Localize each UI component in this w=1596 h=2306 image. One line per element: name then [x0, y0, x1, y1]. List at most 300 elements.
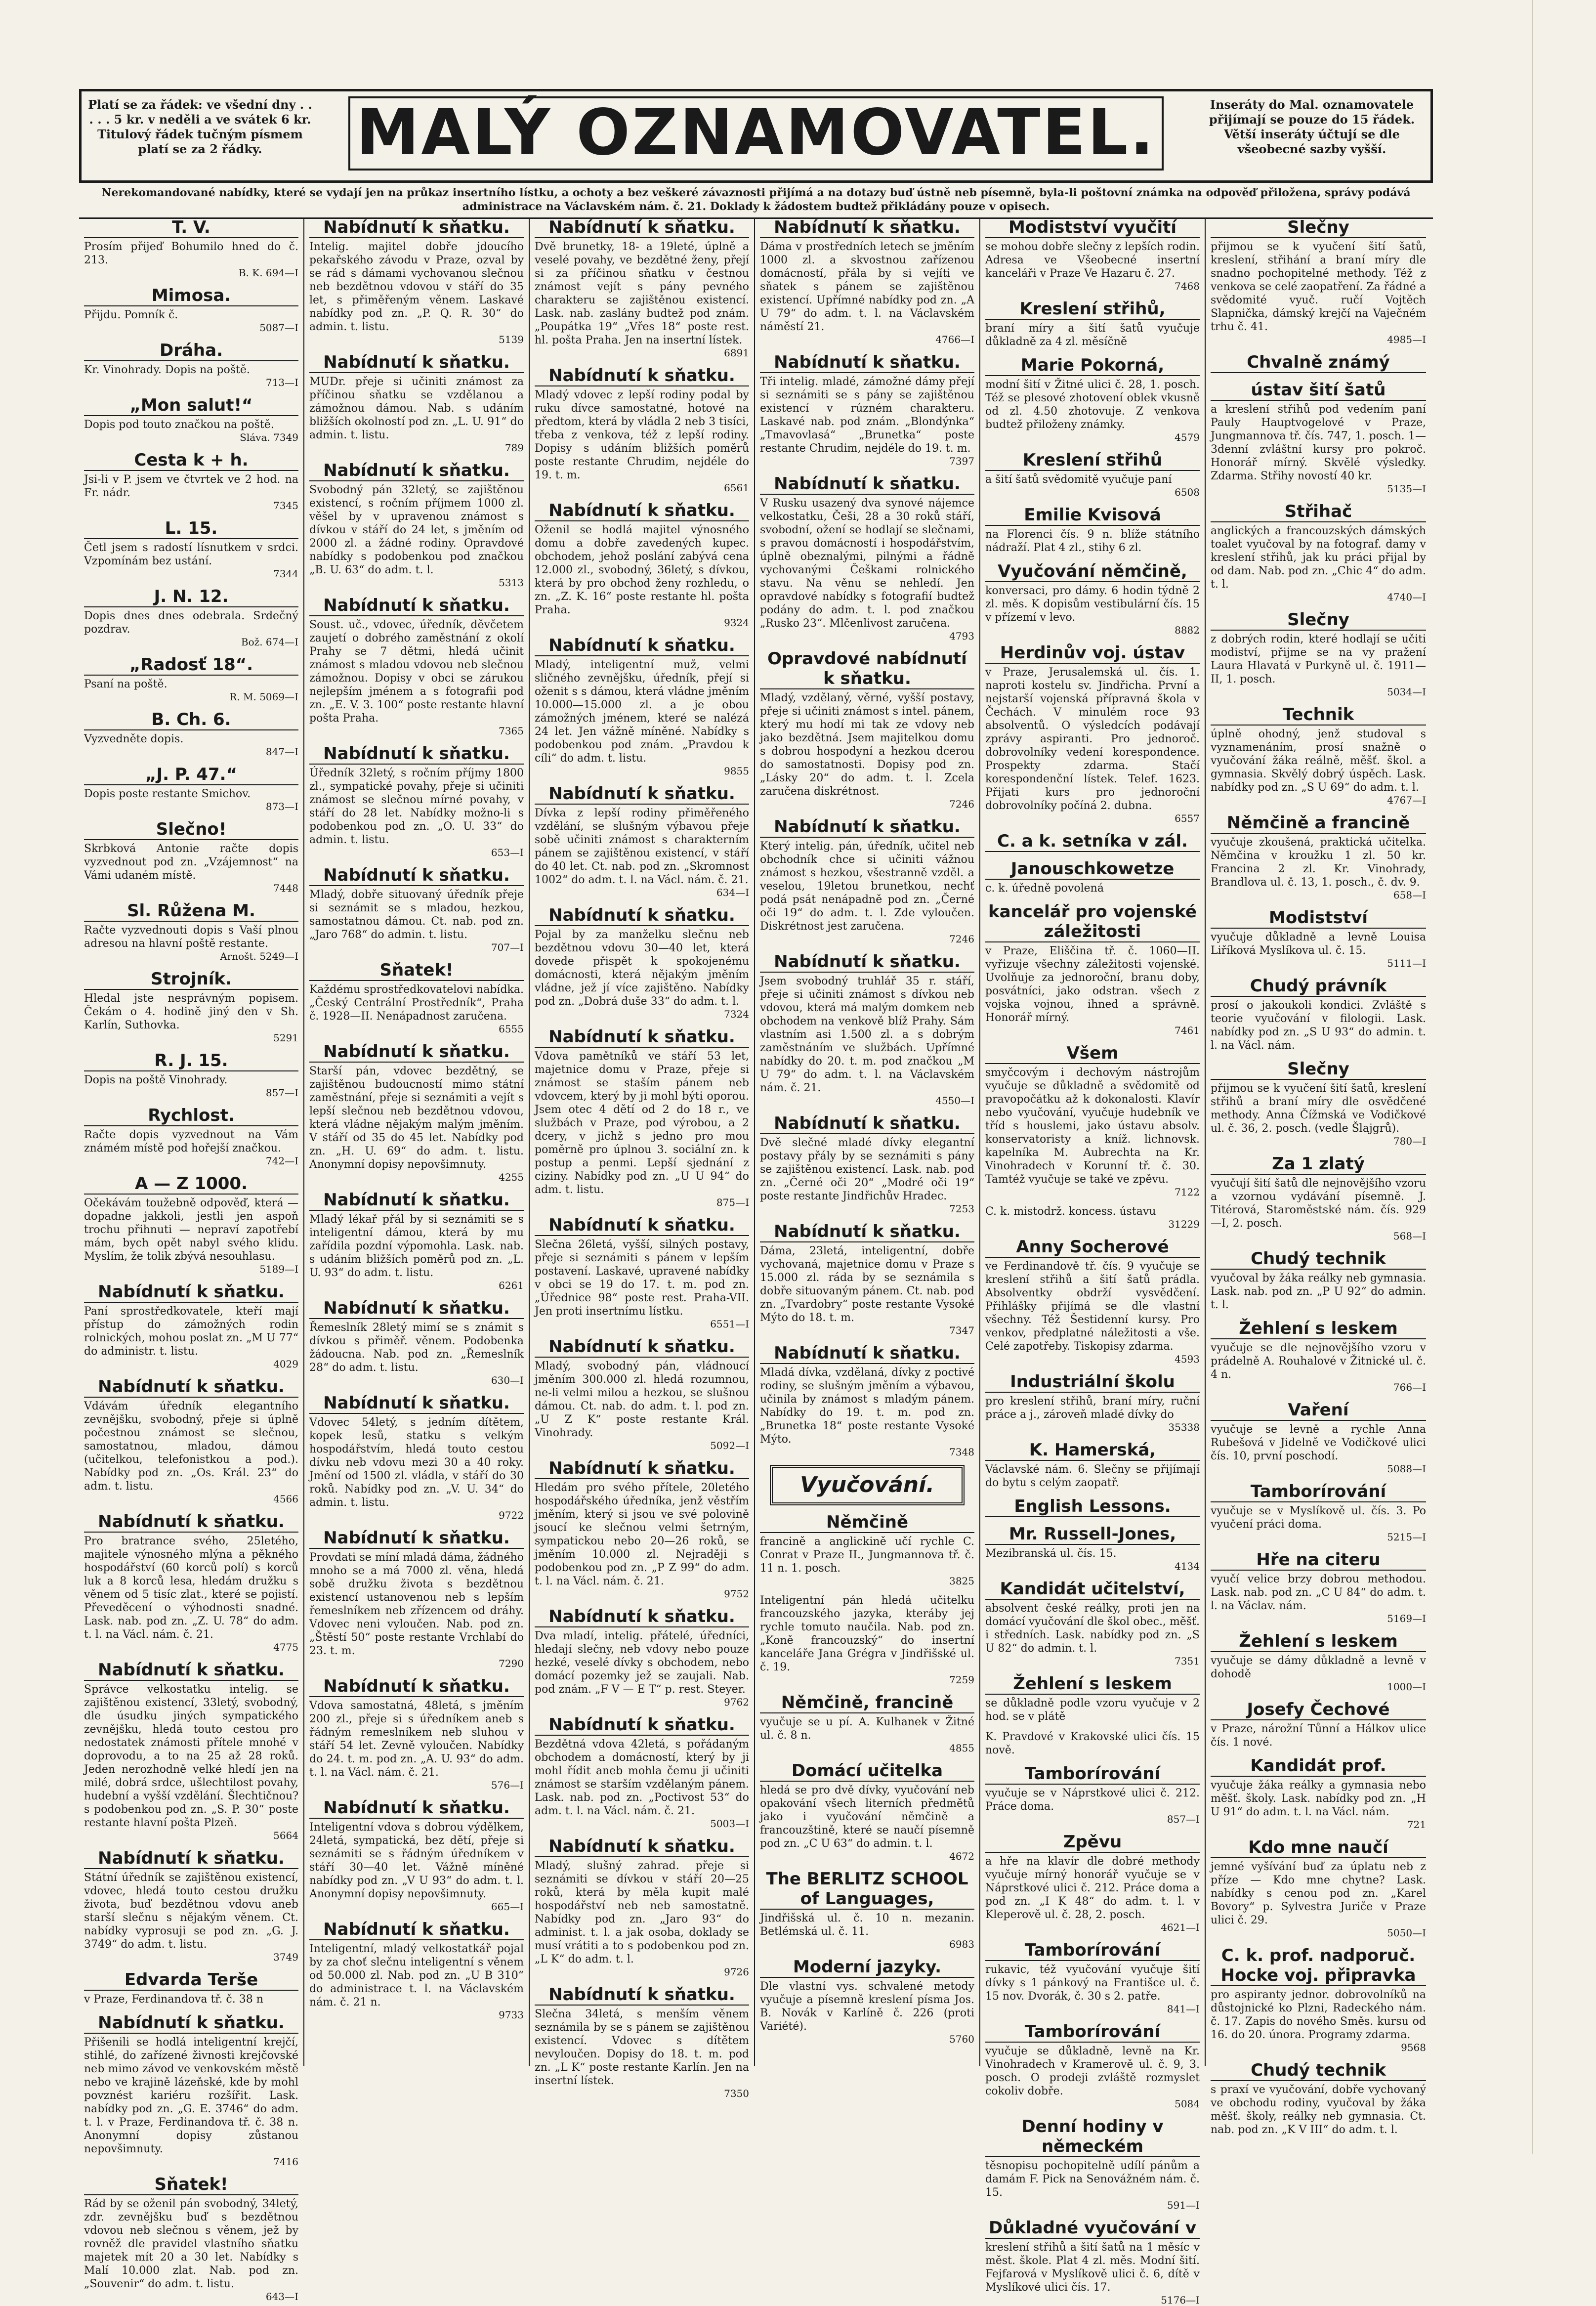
ad-code: 3749 [273, 1951, 298, 1963]
ad-code: 4255 [499, 1171, 524, 1183]
ad-heading: Nabídnutí k sňatku. [309, 596, 524, 616]
classified-ad [985, 1372, 1200, 1433]
classified-ad [985, 1940, 1200, 2015]
classified-ad [535, 1337, 749, 1452]
classified-ad [535, 784, 749, 898]
ad-text: přijmou se k vyučení šití šatů, kreslení, střihání a braní míry dle snadno pochopitelné methody. Též z venkova se celé zaopatření. Za řádné a svědomité vyuč. ručí Vojtěch Slapnička, dámský krejčí na Vaječném trhu č. 41. [1211, 241, 1426, 333]
ad-text: Mladá dívka, vzdělaná, dívky z poctivé rodiny, se slušným jměním a výbavou, učinila by známost s mladým pánem. Nabídky do 19. t. m. pod zn. „Brunetka 18“ poste restante Vysoké Mýto. [760, 1367, 974, 1446]
ad-code: 4855 [949, 1742, 974, 1754]
ad-code: 5092—I [710, 1440, 749, 1452]
ad-text: anglických a francouzských dámských toalet vyučoval by na fotograf. damy v kreslení střihů, jak ku práci přijal by od dam. Nab. pod zn. „Chic 4“ do adm. t. l. [1211, 525, 1426, 591]
classified-ad [985, 859, 1200, 895]
ad-text: Řemeslník 28letý mimí se s známit s dívkou s přiměř. věnem. Podobenka žádoucna. Nab. pod zn. „Řemeslník 28“ do adm. t. listu. [309, 1322, 524, 1374]
ad-text: s praxí ve vyučování, dobře vychovaný ve obchodu rodiny, vyučoval by žáka měšť. školy, reálky neb gymnasia. Ct. nab. pod zn. „K V III“ do adm. t. l. [1211, 2084, 1426, 2136]
ad-heading: Nabídnutí k sňatku. [535, 1715, 749, 1736]
ad-heading: Nabídnutí k sňatku. [309, 1393, 524, 1414]
ad-heading: Tamborírování [1211, 1482, 1426, 1502]
classified-ad [535, 905, 749, 1020]
ad-heading: Technik [1211, 705, 1426, 726]
classified-ad [309, 960, 524, 1035]
classified-ad [84, 217, 298, 279]
ad-text: kreslení střihů a šití šatů na 1 měsíc v měst. škole. Plat 4 zl. měs. Modní šití. Fejfarová v Myslíkově ulici č. 6, dítě v Myslíkové ulici čís. 17. [985, 2241, 1200, 2294]
ad-text: ve Ferdinandově tř. čís. 9 vyučuje se kreslení střihů a šití šatů prádla. Absolventky obdrží vysvědčení. Přihlášky přijímá se dle vlastní všechny. Též Šestidenní kursy. Pro venkov, předplatné náležitosti a vše. Celé zapotřeby. Tiskopisy zdarma. [985, 1260, 1200, 1353]
classified-ad [1211, 1550, 1426, 1624]
classified-ad [760, 1761, 974, 1862]
ad-code: 7416 [273, 2156, 298, 2168]
ad-code: 9752 [724, 1588, 749, 1600]
classified-ad [760, 1512, 974, 1587]
ad-column [304, 217, 530, 2066]
ad-code: 7290 [499, 1658, 524, 1669]
ad-code: 7345 [273, 500, 298, 512]
ad-heading: Nabídnutí k sňatku. [309, 1190, 524, 1211]
ad-text: Dopis poste restante Smichov. [84, 788, 251, 800]
ad-text: V Rusku usazený dva synové nájemce velkostatku, Češi, 28 a 30 roků stáří, svobodní, ožení se hodlají se slečnami, s pravou domácností i hospodářstvím, úplně obeznalými, pilnými a řádně vychovanými Češkami rolnického stavu. Na věnu se nehledí. Jen opravdové nabídky s fotografií budtež podány do adm. t. l. pod značkou „Rusko 23“. Mlčenlivost zaručena. [760, 497, 974, 630]
ad-text: Vdovec 54letý, s jedním dítětem, kopek lesů, statku s velkým hospodářstvím, hledá touto cestou dívku neb vdovu mezi 30 a 40 roky. Jmění od 1500 zl. vládla, v stáří do 30 roků. Nabídky pod zn. „V. U. 34“ do admin. t. listu. [309, 1416, 524, 1509]
ad-code: 665—I [491, 1901, 524, 1913]
classified-ad [1211, 976, 1426, 1052]
classified-ad [535, 636, 749, 777]
ad-text: vyučuje se u pí. A. Kulhanek v Žitné ul. č. 8 n. [760, 1716, 974, 1742]
ad-text: vyučuje důkladně a levně Louisa Liříková Myslíkova ul. č. 15. [1211, 931, 1426, 957]
ad-code: 707—I [491, 941, 524, 953]
ad-code: 4985—I [1387, 334, 1426, 345]
ad-code: 1000—I [1387, 1681, 1426, 1693]
ad-text: Dvě slečné mladé dívky elegantní postavy přály by se seznámiti s pány se zajištěnou existencí. Lask. nab. pod zn. „Černé oči 20“ „Modré oči 19“ poste restante Jindřichův Hradec. [760, 1137, 974, 1202]
ad-text: Rád by se oženil pán svobodný, 34letý, zdr. zevnějšku buď s bezdětnou vdovou neb slečnou s věnem, jež by rovněž dle pravidel vlastního sňatku majetek mít 20 a 30 let. Nabídky s Malí 10.000 zlat. Nab. pod zn. „Souvenir“ do adm. t. listu. [84, 2198, 298, 2290]
classified-ad [1211, 705, 1426, 806]
classified-ad [84, 2175, 298, 2303]
ad-code: 5760 [949, 2033, 974, 2045]
ad-code: 7448 [273, 882, 298, 894]
ad-code: 643—I [265, 2291, 298, 2303]
classified-ad [1211, 1482, 1426, 1543]
classified-ad [760, 817, 974, 945]
ad-code: 7351 [1175, 1655, 1200, 1667]
ad-text: Očekávám toužebně odpověď, která — dopadne jakkoli, jestli jen aspoň trochu přihnuti — nepraví zapotřebí mám, bych opět nabyl svého klidu. Myslím, že tolik zbývá nesouhlasu. [84, 1197, 298, 1263]
ad-code: 873—I [265, 801, 298, 812]
ad-heading: Nabídnutí k sňatku. [84, 1282, 298, 1303]
classified-ad [760, 1594, 974, 1686]
ad-code: 7122 [1175, 1186, 1200, 1198]
ad-text: vyučuje se dle nejnovějšího vzoru v prádelně A. Rouhalové v Žitnické ul. č. 4 n. [1211, 1342, 1426, 1381]
ad-text: francině a anglickině učí rychle C. Conrat v Praze II., Jungmannova tř. č. 11 n. 1. posch. [760, 1536, 974, 1575]
ad-text: vyučí velice brzy dobrou methodou. Lask. nab. pod zn. „C U 84“ do adm. t. l. na Václav. nám. [1211, 1573, 1426, 1612]
ad-code: 713—I [265, 377, 298, 388]
classified-ad [760, 1957, 974, 2045]
ad-code: 7259 [949, 1674, 974, 1686]
classified-ad [1211, 813, 1426, 901]
ad-heading: Nabídnutí k sňatku. [760, 1222, 974, 1242]
ad-text: Mezibranská ul. čís. 15. [985, 1547, 1117, 1560]
ad-code: 591—I [1167, 2199, 1200, 2211]
ad-text: Bezdětná vdova 42letá, s pořádaným obchodem a domácností, který by ji mohl řídit aneb mohla čemu ji učiniti známost se starším vzdělaným pánem. Lask. nab. pod zn. „Poctivost 53“ do adm. t. l. na Václ. nám. č. 21. [535, 1738, 749, 1817]
classified-ad [84, 969, 298, 1044]
ad-heading: Chudý technik [1211, 2060, 1426, 2081]
ad-heading: Nabídnutí k sňatku. [760, 1343, 974, 1364]
ad-text: Slečna 34letá, s menším věnem seznámila by se s pánem se zajištěnou existencí. Vdovec s dítětem nevyloučen. Dopisy do 18. t. m. pod zn. „L K“ poste restante Karlín. Jen na insertní lístek. [535, 2008, 749, 2087]
ad-heading: Kreslení střihů, [985, 299, 1200, 320]
ad-text: se mohou dobře slečny z lepších rodin. Adresa ve Všeobecné insertní kanceláři v Praze Ve Hazaru č. 27. [985, 241, 1200, 280]
ad-code: 5135—I [1387, 483, 1426, 495]
classified-ad [535, 366, 749, 494]
ad-code: 6561 [724, 482, 749, 494]
ad-text: v Praze, Jerusalemská ul. čís. 1. naproti kostelu sv. Jindřicha. První a nejstarší vojenská přípravná škola v Čechách. V minulém roce 93 absolventů. O výsledcích podávají zprávy aspiranti. Pro jednoroč. dobrovolníky vedení korespondence. Prospekty zdarma. Stačí korespondenční lístek. Telef. 1623. Přijati kurs pro jednoroční dobrovolníky počíná 2. dubna. [985, 666, 1200, 812]
classified-ad [760, 1465, 974, 1505]
ad-heading: R. J. 15. [84, 1051, 298, 1071]
ad-heading: Nabídnutí k sňatku. [84, 1377, 298, 1398]
ad-heading: Nabídnutí k sňatku. [535, 784, 749, 805]
ad-heading: kancelář pro vojenské záležitosti [985, 902, 1200, 942]
ad-text: Skrbková Antonie račte dopis vyzvednout pod zn. „Vzájemnost“ na Vámi udaném místě. [84, 843, 298, 882]
ad-text: Inteligentní vdova s dobrou výdělkem, 24letá, sympatická, bez dětí, přeje si seznámiti se s řádným úředníkem v stáří 30—40 let. Vážně míněné nabídky pod zn. „V U 93“ do adm. t. l. Anonymní dopisy nepovšimnuty. [309, 1821, 524, 1900]
ad-heading: Nabídnutí k sňatku. [535, 636, 749, 656]
classified-ad [309, 1393, 524, 1521]
ad-text: vyučoval by žáka reálky neb gymnasia. Lask. nab. pod zn. „P U 92“ do admin. t. l. [1211, 1272, 1426, 1311]
ad-code: 6557 [1175, 812, 1200, 824]
ad-code: 5087—I [259, 322, 298, 334]
classified-ad [1211, 1319, 1426, 1393]
ad-text: a kreslení střihů pod vedením paní Pauly Hauptvogelové v Praze, Jungmannova tř. čís. 747, 1. posch. 1—3denní zvláštní kursy pro pokroč. Honorář mírný. Skvělé výsledky. Zdarma. Střihy novostí 40 kr. [1211, 403, 1426, 482]
classified-ad [985, 1440, 1200, 1490]
ad-text: Slečna 26letá, vyšší, silných postavy, přeje si seznámiti s pánem v lepším postavení. Laskavé, upravené nabídky v obci se 19 do 17. t. m. pod zn. „Úřednice 98“ poste rest. Praha-VII. Jen proti insertnímu lístku. [535, 1238, 749, 1318]
classified-ad [985, 450, 1200, 498]
ad-heading: Žehlení s leskem [985, 1674, 1200, 1695]
ad-code: 6891 [724, 347, 749, 359]
ad-text: Správce velkostatku intelig. se zajištěnou existencí, 33letý, svobodný, dle úsudku jiných sympatického zevnějšku, hledá touto cestou pro nedostatek známosti přítele mnohé v doprovodu, a to na 25 až 28 roků. Jeden nerozhodně velké hledí jen na milé, dobrá srdce, ušlechtilost povahy, hudební a vyšší vzdělání. Šlechtičnou? s podobenkou pod zn. „S. P. 30“ poste restante hlavní pošta Plzeň. [84, 1683, 298, 1829]
ad-code: 658—I [1393, 889, 1426, 901]
ad-text: vyučuje se v Myslíkově ul. čís. 3. Po vyučení práci doma. [1211, 1505, 1426, 1531]
classified-ad [84, 450, 298, 512]
section-heading-box: Vyučování. [770, 1465, 965, 1505]
ad-text: modní šití v Žitné ulici č. 28, 1. posch. Též se plesové zhotovení oblek vkusně od zl. 4.50 zhotovuje. Z venkova budtež přiloženy známky. [985, 379, 1200, 431]
ad-heading: „J. P. 47.“ [84, 765, 298, 785]
classified-ad [84, 655, 298, 703]
classified-ad [84, 1848, 298, 1963]
ad-text: Dva mladí, intelig. přátelé, úředníci, hledají slečny, neb vdovy nebo pouze hezké, veselé dívky s obchodem, nebo domácí pozemky jež se zaujali. Nab. pod znám. „F V — E T“ p. rest. Steyer. [535, 1630, 749, 1696]
ad-code: 35338 [1168, 1421, 1200, 1433]
ad-text: vyučuje se dámy důkladně a levně v dohodě [1211, 1655, 1426, 1680]
ad-text: absolvent české reálky, proti jen na domácí vyučování dle škol obec., měšť. i středních. Lask. nabídky pod zn. „S U 82“ do admin. t. l. [985, 1602, 1200, 1655]
ad-code: 789 [504, 442, 524, 454]
classified-ad [1211, 1249, 1426, 1312]
classified-ad [985, 1496, 1200, 1517]
ad-code: 847—I [265, 746, 298, 758]
classified-ad [535, 1985, 749, 2099]
terms-note: Nerekomandované nabídky, které se vydají jen na průkaz insertního lístku, a ochoty a bez veškeré závaznosti přijímá a na dotazy buď ústně neb písemně, byla-li poštovní známka na odpověď přiložena, správy podává administrace na Václavském nám. č. 21. Doklady k žádostem budtež přikládány pouze v opisech. [79, 186, 1433, 219]
ad-text: Úředník 32letý, s ročním příjmy 1800 zl., sympatické povahy, přeje si učiniti známost se slečnou mírné povahy, v stáří do 28 let. Nabídky možno-li s podobenkou pod zn. „O. U. 33“ do admin. t. listu. [309, 767, 524, 846]
ad-code: 5215—I [1387, 1531, 1426, 1543]
ad-text: v Praze, nárožní Tůnní a Hálkov ulice čís. 1 nové. [1211, 1723, 1426, 1749]
classified-ad [760, 1113, 974, 1215]
ad-column [79, 217, 304, 2303]
ad-code: 5291 [273, 1032, 298, 1044]
classified-ad [985, 1524, 1200, 1572]
ad-code: 7365 [499, 725, 524, 737]
ad-text: Vdova pamětníků ve stáří 53 let, majetnice domu v Praze, přeje si známost se staším pánem neb vdovcem, který by ji mohl býti oporou. Jsem otec 4 dětí od 2 do 18 r., ve službách v Praze, pod výrobou, a 2 dcery, v jichž s jedno pro mou poměrně pro úplnou 3. sociální zn. k postup a penmi. Lepší sjednání z ciziny. Nabídky pod zn. „U U 94“ do adm. t. listu. [535, 1050, 749, 1196]
ad-text: Který intelig. pán, úředník, učitel neb obchodník chce si učiniti vážnou známost s hezkou, všestranně vzděl. a veselou, 19letou brunetkou, nechť podá psát nenápadně pod zn. „Černé oči 19“ do adm. t. l. Zde vyloučen. Diskrétnost jest zaručena. [760, 840, 974, 933]
ad-code: B. K. 694—I [238, 267, 298, 279]
ad-heading: ústav šití šatů [1211, 380, 1426, 401]
ad-heading: Nabídnutí k sňatku. [535, 366, 749, 386]
page-title: MALÝ OZNAMOVATEL. [348, 96, 1164, 171]
classified-ad [760, 1343, 974, 1458]
ad-code: 5139 [499, 334, 524, 345]
ad-heading: Nabídnutí k sňatku. [309, 1298, 524, 1319]
classified-ad [309, 1042, 524, 1183]
ad-heading: Vyučování němčině, [985, 561, 1200, 582]
ad-text: z dobrých rodin, které hodlají se učiti modiství, přijme se na vy pražení Laura Hlavatá v Purkyně ul. č. 1911—II, 1. posch. [1211, 633, 1426, 685]
ad-code: 5313 [499, 577, 524, 589]
ad-text: konversaci, pro dámy. 6 hodin týdně 2 zl. měs. K dopisům vestibulární čís. 15 v přízemí v levo. [985, 585, 1200, 624]
ad-heading: Marie Pokorná, [985, 355, 1200, 376]
ad-text: Pojal by za manželku slečnu neb bezdětnou vdovu 30—40 let, která dovede přispět k spokojenému domácnosti, která nějakým jměním vládne, jež jí více zajištěno. Nabídky pod zn. „Dobrá duše 33“ do adm. t. l. [535, 929, 749, 1008]
ad-code: Bož. 674—I [241, 636, 298, 648]
ad-text: a šití šatů svědomitě vyučuje paní [985, 473, 1172, 486]
ad-heading: Nabídnutí k sňatku. [535, 1607, 749, 1627]
ad-heading: „Mon salut!“ [84, 395, 298, 416]
ad-heading: K. Hamerská, [985, 1440, 1200, 1461]
ad-heading: Nabídnutí k sňatku. [309, 352, 524, 373]
ad-heading: Denní hodiny v německém [985, 2117, 1200, 2157]
ad-text: Přijdu. Pomník č. [84, 309, 178, 321]
ad-code: 9324 [724, 617, 749, 629]
ad-heading: Slečny [1211, 1059, 1426, 1080]
ad-heading: Nabídnutí k sňatku. [309, 1528, 524, 1549]
ad-code: 4775 [273, 1641, 298, 1653]
classified-ad [309, 1676, 524, 1791]
ad-text: vyučuje zkoušená, praktická učitelka. Němčina v kroužku 1 zl. 50 kr. Francina 2 zl. Kr. Vinohrady, Brandlova ul. č. 13, 1. posch., č. dv. 9. [1211, 836, 1426, 889]
ad-text: Inteligentní, mladý velkostatkář pojal by za choť slečnu inteligentní s věnem od 50.000 zl. Nab. pod zn. „U B 310“ do administrace t. l. na Václavském nám. č. 21 n. [309, 1943, 524, 2008]
classified-ad [1211, 1059, 1426, 1147]
ad-text: Račte dopis vyzvednout na Vám známém místě pod hořejší značkou. [84, 1129, 298, 1154]
ad-code: 4793 [949, 630, 974, 642]
ad-text: úplně ohodný, jenž studoval s vyznamenáním, prosí snažně o vyučování žáka reálně, měšť. škol. a gymnasia. Skvělý dobrý úspěch. Lask. nabídky pod zn. „S U 69“ do adm. t. l. [1211, 728, 1426, 794]
classified-ad [535, 1836, 749, 1978]
ad-text: Starší pán, vdovec bezdětný, se zajištěnou budoucností mimo státní zaměstnání, přeje si seznámiti a vejít s lepší slečnou neb bezdětnou vdovou, která vládne nějakým malým jměním. V stáří od 35 do 45 let. Nabídky pod zn. „H. U. 69“ do adm. t. listu. Anonymní dopisy nepovšimnuty. [309, 1065, 524, 1171]
classified-ad [985, 561, 1200, 636]
ad-heading: Nabídnutí k sňatku. [84, 1848, 298, 1869]
ad-column [980, 217, 1206, 2306]
ad-heading: Hře na citeru [1211, 1550, 1426, 1571]
classified-ad [985, 831, 1200, 852]
ad-code: 634—I [716, 887, 749, 898]
ad-heading: C. k. prof. nadporuč. Hocke voj. připravka [1211, 1946, 1426, 1986]
ad-code: 4767—I [1387, 794, 1426, 806]
ad-text: Státní úředník se zajištěnou existencí, vdovec, hledá touto cestou družku života, buď bezdětnou vdovu aneb starší slečnu s nějakým věnem. Ct. nabídky vyprosuji se pod zn. „G. J. 3749“ do adm. t. listu. [84, 1872, 298, 1951]
classified-ad [985, 1730, 1200, 1757]
ad-text: pro kreslení střihů, braní míry, ruční práce a j., zároveň mladé dívky do [985, 1395, 1200, 1421]
classified-ad [985, 902, 1200, 1036]
classified-ad [1211, 1837, 1426, 1939]
ad-heading: Nabídnutí k sňatku. [535, 1458, 749, 1479]
classified-ad [84, 518, 298, 580]
ad-text: c. k. úředně povolená [985, 882, 1104, 895]
ad-text: Intelig. majitel dobře jdoucího pekařského závodu v Praze, ozval by se rád s dámami vychovanou slečnou neb bezdětnou vdovou v stáří do 35 let, s přiměřeným věnem. Laskavé nabídky pod zn. „P. Q. R. 30“ do admin. t. listu. [309, 241, 524, 333]
classified-ad [84, 286, 298, 334]
insertion-note: Inseráty do Mal. oznamovatele přijímají se pouze do 15 řádek. Větší inseráty účtují se dle všeobecné sazby vyšší. [1209, 97, 1415, 156]
ad-text: Mladý, svobodný pán, vládnoucí jměním 300.000 zl. hledá rozumnou, ne-li velmi milou a hezkou, se slušnou dámou. Ct. nab. do adm. t. l. pod zn. „U Z K“ poste restante Král. Vinohrady. [535, 1360, 749, 1439]
ad-heading: Kdo mne naučí [1211, 1837, 1426, 1858]
ad-text: Dáma v prostředních letech se jměním 1000 zl. a skvostnou zařízenou domácností, přála by si vejíti ve sňatek s pánem se zajištěnou existencí. Upřímné nabídky pod zn. „A U 79“ do adm. t. l. na Václavském náměstí 21. [760, 241, 974, 333]
ad-heading: Nabídnutí k sňatku. [84, 1512, 298, 1533]
classified-ad [535, 1715, 749, 1830]
ad-code: Sláva. 7349 [240, 431, 298, 443]
ad-heading: Střihač [1211, 502, 1426, 522]
classified-ad [84, 1512, 298, 1653]
ad-code: 3825 [949, 1575, 974, 1587]
classified-ad [535, 1215, 749, 1330]
ad-heading: Chvalně známý [1211, 352, 1426, 373]
ad-text: Mladý, slušný zahrad. přeje si seznámiti se dívkou v stáří 20—25 roků, která by měla kupit malé hospodářství neb neb samostatně. Nabídky pod zn. „Jaro 93“ do administ. t. l. a jak osoba, doklady se musí vrátiti a to s podobenkou pod zn. „L K“ do adm. t. l. [535, 1860, 749, 1965]
ad-heading: Slečny [1211, 217, 1426, 238]
ad-code: 4550—I [935, 1095, 974, 1107]
classified-ad [1211, 2060, 1426, 2136]
ad-text: Mladý, inteligentní muž, velmi sličného zevnějšku, úředník, přejí si oženit s s dámou, která vládne jměním 10.000—15.000 zl. a je obou zámožných jménem, které se nalézá 24 let. Jen vážně míněné. Nabídky s podobenkou pod znám. „Pravdou k cíli“ do adm. t. listu. [535, 659, 749, 765]
classified-ad [1211, 1631, 1426, 1693]
ad-code: 857—I [265, 1087, 298, 1099]
ad-heading: Němčině, francině [760, 1693, 974, 1713]
classified-ad [760, 1222, 974, 1336]
ad-code: 6261 [499, 1280, 524, 1291]
classified-ad [985, 1832, 1200, 1933]
ad-code: 5176—I [1161, 2294, 1200, 2306]
classified-ad [760, 352, 974, 467]
classified-ad [309, 744, 524, 858]
ad-code: 7347 [949, 1324, 974, 1336]
classified-ad [84, 1106, 298, 1167]
ad-text: Dopis na poště Vinohrady. [84, 1074, 228, 1086]
classified-ad [760, 217, 974, 345]
ad-code: 31229 [1168, 1218, 1200, 1230]
ad-code: 5664 [273, 1830, 298, 1841]
classified-ad [84, 1174, 298, 1275]
classified-ad [985, 299, 1200, 348]
classified-ad [1211, 1756, 1426, 1831]
ad-code: 5088—I [1387, 1463, 1426, 1475]
ad-heading: Nabídnutí k sňatku. [760, 474, 974, 495]
ad-text: vyučuje se důkladně, levně na Kr. Vinohradech v Kramerově ul. č. 9, 3. posch. O prodeji zvláště rozmyslet cokoliv dobře. [985, 2045, 1200, 2097]
ad-text: Kr. Vinohrady. Dopis na poště. [84, 364, 250, 376]
ad-text: Soust. uč., vdovec, úředník, děvčetem zaujetí o dobrého zaměstnání z okolí Prahy se 7 dětmi, hledá učinit známost s mladou vdovou neb slečnou zámožnou. Dopisy v obci se zárukou nejlepším jménem a s fotografii pod zn. „E. V. 3. 100“ poste restante hlavní pošta Praha. [309, 619, 524, 725]
classified-ad [1211, 380, 1426, 495]
classified-ad [985, 1764, 1200, 1825]
ad-heading: Modistství vyučití [985, 217, 1200, 238]
ad-heading: Nabídnutí k sňatku. [309, 217, 524, 238]
ad-heading: Mr. Russell-Jones, [985, 1524, 1200, 1545]
ad-code: 568—I [1393, 1230, 1426, 1242]
ad-heading: Herdinův voj. ústav [985, 643, 1200, 664]
ad-heading: Žehlení s leskem [1211, 1631, 1426, 1652]
ad-heading: A — Z 1000. [84, 1174, 298, 1195]
ad-text: na Florenci čís. 9 n. blíže státního nádraží. Plat 4 zl., stihy 6 zl. [985, 528, 1200, 554]
ad-text: Hledal jste nesprávným popisem. Čekám o 4. hodině jiný den v Sh. Karlín, Suthovka. [84, 992, 298, 1031]
classified-ad [760, 474, 974, 642]
ad-text: Inteligentní pán hledá učitelku francouzského jazyka, kteráby jej rychle tomuto naučila. Nab. pod zn. „Koně francouzský“ do insertní kanceláře Jana Grégra v Jindřišské ul. č. 19. [760, 1594, 974, 1673]
classified-ad [309, 1528, 524, 1669]
ad-heading: Nabídnutí k sňatku. [309, 1676, 524, 1697]
ad-text: Hledám pro svého přítele, 20letého hospodářského úředníka, jenž věstřím jměním, který si jsou ve své polovině jsoucí ke slečnou velmi šetrným, sympatickou nebo 20—26 roků, se jměním 10.000 zl. Nejraději s podobenkou pod zn. „P Z 99“ do adm. t. l. na Václ. nám. č. 21. [535, 1482, 749, 1587]
ad-heading: Nabídnutí k sňatku. [309, 461, 524, 481]
ad-heading: Všem [985, 1043, 1200, 1064]
ad-code: 4740—I [1387, 591, 1426, 603]
ad-heading: Žehlení s leskem [1211, 1319, 1426, 1339]
ad-text: Oženil se hodlá majitel výnosného domu a dobře zavedených kupec. obchodem, jehož poslání zabývá cena 12.000 zl., svobodný, 36letý, s dívkou, která by pro obchod ženy rozhledu, o zn. „Z. K. 16“ poste restante hl. pošta Praha. [535, 524, 749, 616]
ad-heading: Josefy Čechové [1211, 1700, 1426, 1720]
ad-code: 9733 [499, 2009, 524, 2021]
ad-text: smyčcovým i dechovým nástrojům vyučuje se důkladně a svědomitě od pravopočátku až k dokonalosti. Klavír nebo vyučování, vyučuje hudebník ve tříd s houslemi, jako ústavu absolv. konservatoristy a kníž. lichnovsk. kapelníka M. Aubrechta na Kr. Vinohradech v Korunní tř. č. 30. Tamtéž vyučuje se také ve zpěvu. [985, 1067, 1200, 1186]
ad-heading: Sňatek! [84, 2175, 298, 2195]
ad-code: 766—I [1393, 1381, 1426, 1393]
ad-heading: Za 1 zlatý [1211, 1154, 1426, 1175]
ad-heading: Sňatek! [309, 960, 524, 981]
classified-ad [1211, 352, 1426, 373]
ad-heading: Nabídnutí k sňatku. [535, 1215, 749, 1236]
classified-ad [760, 1693, 974, 1754]
masthead [79, 89, 1433, 183]
classified-ad [84, 819, 298, 894]
ad-text: Mladý, vzdělaný, věrné, vyšší postavy, přeje si učiniti známost s intel. pánem, který mu hodí mi tak ze vdovy neb jako bezdětná. Jsem majitelkou domu s dobrou hospodyní a hezkou dcerou do samostatnosti. Dopisy pod zn. „Lásky 20“ do adm. t. l. Zcela zaručena diskrétnost. [760, 692, 974, 798]
ad-heading: Nabídnutí k sňatku. [535, 1337, 749, 1358]
classified-ad [535, 1607, 749, 1708]
ad-code: 9762 [724, 1696, 749, 1708]
ad-heading: Emilie Kvisová [985, 505, 1200, 526]
ad-text: Mladý vdovec z lepší rodiny podal by ruku dívce samostatné, hotové na předtom, která by vládla 2 neb 3 tisíci, třeba z venkova, též z lepší rodiny. Dopisy s udáním bližších poměrů poste restante Chrudim, nejdéle do 19. t. m. [535, 389, 749, 481]
ad-heading: Dráha. [84, 341, 298, 361]
ad-heading: Janouschkowetze [985, 859, 1200, 880]
classified-ad [1211, 1946, 1426, 2053]
ad-heading: Němčině a francině [1211, 813, 1426, 834]
page-fold-shadow [1532, 0, 1533, 2154]
ad-heading: English Lessons. [985, 1496, 1200, 1517]
ad-heading: Mimosa. [84, 286, 298, 306]
ad-code: 7397 [949, 455, 974, 467]
ad-text: Vdova samostatná, 48letá, s jměním 200 zl., přeje si s úředníkem aneb s řádným remeslníkem neb sluhou v stáří 54 let. Zevně vyloučen. Nabídky do 24. t. m. pod zn. „A. U. 93“ do adm. t. l. na Václ. nám. č. 21. [309, 1700, 524, 1779]
classified-ad [84, 1970, 298, 2006]
ad-text: Jsem svobodný truhlář 35 r. stáří, přeje si učiniti známost s dívkou neb vdovou, která má malým domkem neb obchodem na venkově blíž Prahy. Sám vlastním asi 1.500 zl. a s dobrým zaměstnáním ve službách. Upřímné nabídky do 20. t. m. pod značkou „M U 79“ do adm. t. l. na Václavském nám. č. 21. [760, 975, 974, 1094]
ad-text: Václavské nám. 6. Slečny se přijímají do bytu s celým zaopatř. [985, 1463, 1200, 1489]
classified-ad [1211, 502, 1426, 603]
classified-ad [985, 643, 1200, 824]
ad-text: vyučuje žáka reálky a gymnasia nebo měšť. školy. Lask. nabídky pod zn. „H U 91“ do adm. t. l. na Václ. nám. [1211, 1779, 1426, 1818]
ad-text: Přišenili se hodlá inteligentní krejčí, stihlé, do zařízené živnosti krejčovské neb mimo závod ve venkovském městě nebo ve krajině lázeňské, kde by mohl povznést kariéru rozšířit. Lask. nabídky pod zn. „G. E. 3746“ do adm. t. l. v Praze, Ferdinandova tř. č. 38 n. Anonymní dopisy zůstanou nepovšimnuty. [84, 2036, 298, 2155]
ad-code: 857—I [1167, 1813, 1200, 1825]
ad-heading: Nabídnutí k sňatku. [535, 1027, 749, 1048]
ad-text: Pro bratrance svého, 25letého, majitele výnosného mlýna a pěkného hospodářství (60 korců polí) s korců luk a 8 korců lesa, hledám družku s věnem od 5 tisíc zlat., které se pojistí. Převeděcení o výhodnosti snadné. Lask. nab. pod zn. „Z. U. 78“ do adm. t. l. na Václ. nám. č. 21. [84, 1535, 298, 1641]
newspaper-page [79, 89, 1433, 2306]
ad-text: prosí o jakoukoli kondici. Zvláště s teorie vyučování v filologii. Lask. nabídky pod zn. „S U 93“ do admin. t. l. na Václ. nám. [1211, 999, 1426, 1052]
ad-code: 653—I [491, 847, 524, 858]
ad-code: 5034—I [1387, 686, 1426, 698]
ad-column [530, 217, 755, 2099]
ad-text: v Praze, Ferdinandova tř. č. 38 n [84, 1993, 263, 2006]
ad-text: Mladý lékař přál by si seznámiti se s inteligentní dámou, která by mu zařídila pozdní výpomohla. Lask. nab. s udáním bližších poměrů pod zn. „L. U. 93“ do adm. t. listu. [309, 1213, 524, 1279]
ad-heading: Chudý technik [1211, 1249, 1426, 1270]
ad-code: 742—I [265, 1155, 298, 1167]
classified-ad [309, 1798, 524, 1913]
classified-ad [1211, 1700, 1426, 1749]
ad-code: 6983 [949, 1938, 974, 1950]
ad-text: MUDr. přeje si učiniti známost za příčinou sňatku se vzdělanou a zámožnou dámou. Nab. s udáním bližších okolností pod zn. „L. U. 91“ do admin. t. listu. [309, 376, 524, 441]
classified-ad [985, 355, 1200, 443]
ad-code: 5003—I [710, 1818, 749, 1830]
ad-code: 9855 [724, 765, 749, 777]
classified-ad [1211, 1400, 1426, 1475]
ad-code: 4621—I [1161, 1922, 1200, 1933]
classified-ad [985, 217, 1200, 292]
ad-heading: Tamborírování [985, 1940, 1200, 1961]
ad-text: přijmou se k vyučení šití šatů, kreslení střihů a braní míry dle osvědčené methody. Anna Čížmská ve Vodičkové ul. č. 36, 2. posch. (vedle Šlajgrů). [1211, 1082, 1426, 1135]
